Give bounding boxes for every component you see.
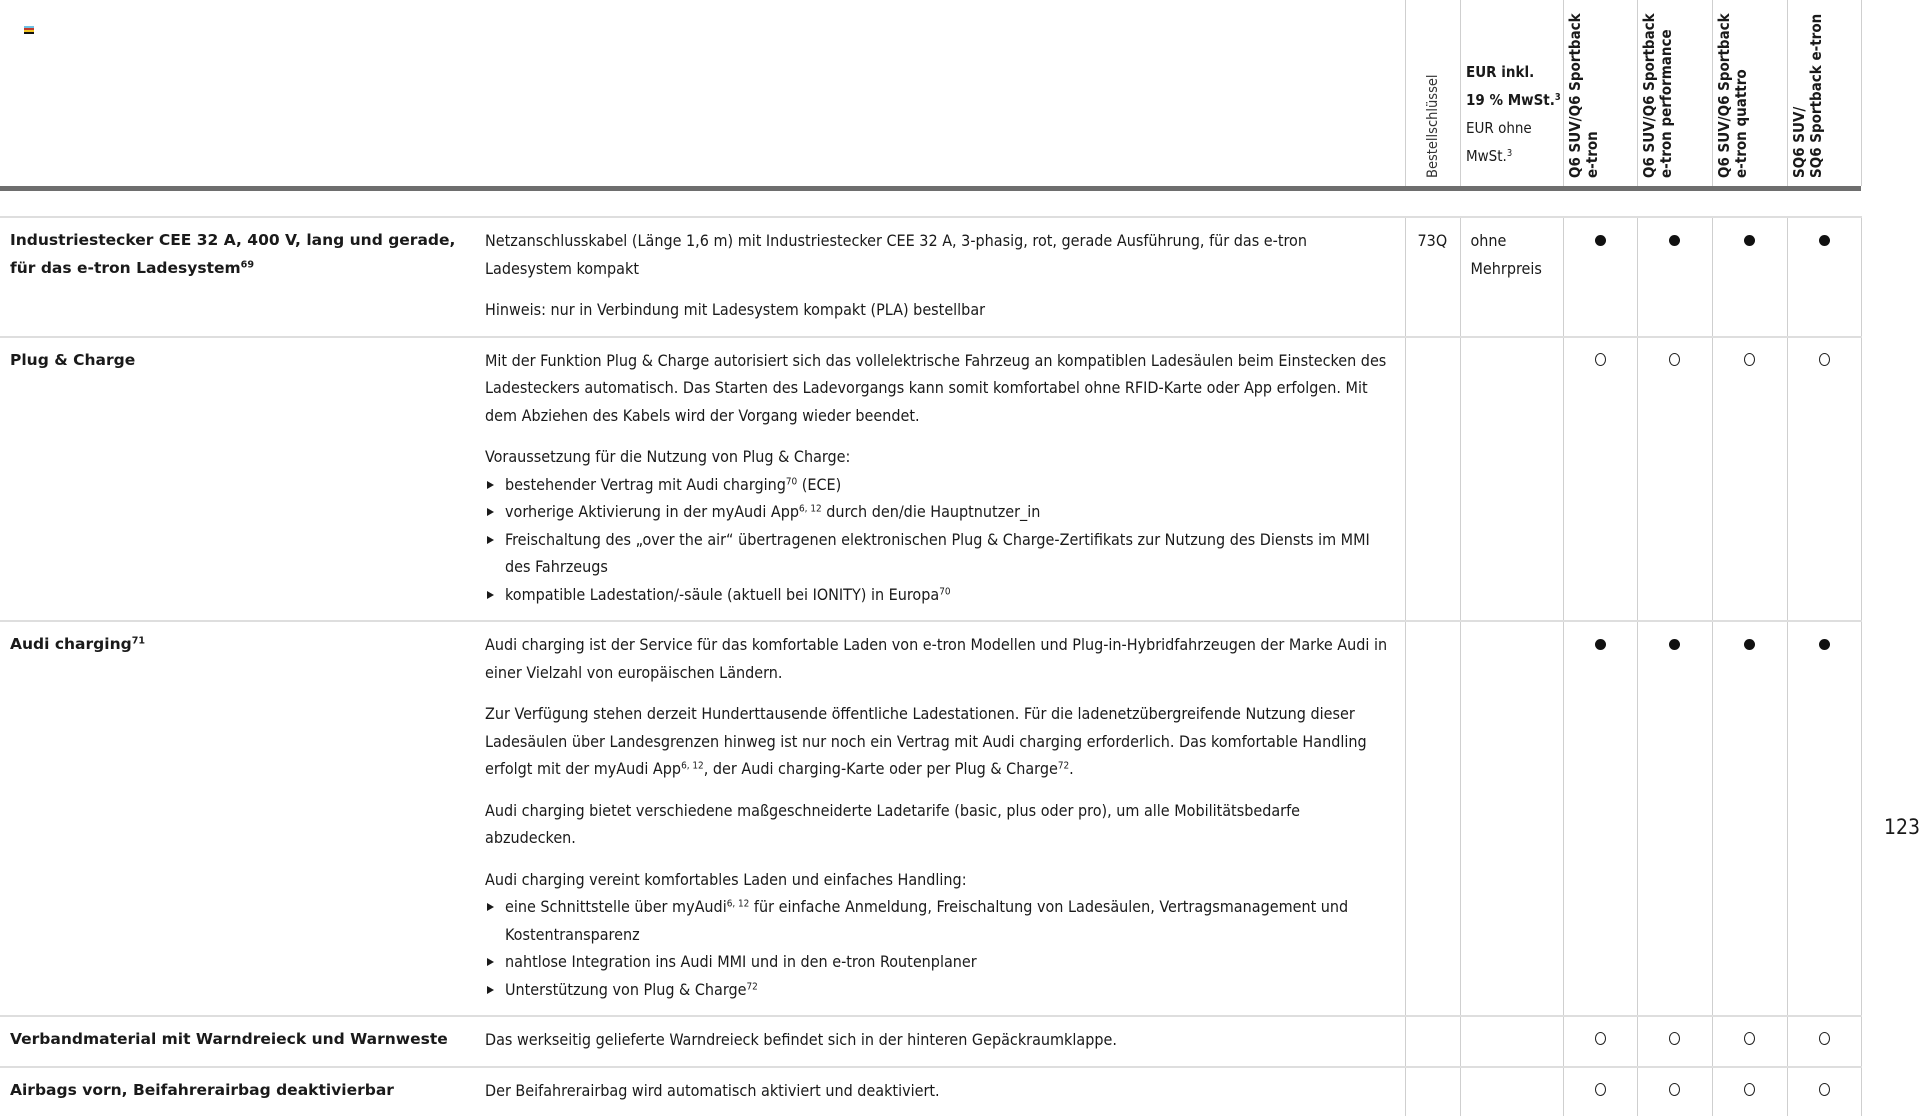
equipment-table [0, 216, 1862, 1116]
table-row [0, 1016, 1861, 1067]
header-divider [0, 186, 1861, 191]
availability-standard [1787, 621, 1861, 1016]
order-code [1405, 337, 1460, 622]
feature-name: Plug & Charge [0, 337, 475, 622]
availability-optional [1637, 337, 1712, 622]
availability-optional [1563, 1067, 1637, 1116]
price [1460, 337, 1563, 622]
price [1460, 1067, 1563, 1116]
table-header [0, 0, 1861, 188]
table-row [0, 217, 1861, 337]
open-circle-icon [1819, 353, 1830, 366]
header-order-key: Bestellschlüssel [1405, 0, 1460, 186]
order-code [1405, 621, 1460, 1016]
open-circle-icon [1669, 353, 1680, 366]
order-code [1405, 1067, 1460, 1116]
availability-optional [1563, 1016, 1637, 1067]
price [1460, 621, 1563, 1016]
feature-description: Netzanschlusskabel (Länge 1,6 m) mit Industriestecker CEE 32 A, 3-phasig, rot, gerade Ausführung, für das e-tron Ladesystem kompakt Hinweis: nur in Verbindung mit Ladesystem kompakt (PLA) bestellbar [475, 217, 1405, 337]
availability-optional [1637, 1016, 1712, 1067]
header-model-1: Q6 SUV/Q6 Sportback e-tron [1563, 0, 1637, 186]
filled-dot-icon [1595, 639, 1606, 650]
availability-standard [1637, 217, 1712, 337]
filled-dot-icon [1744, 235, 1755, 246]
availability-standard [1637, 621, 1712, 1016]
filled-dot-icon [1595, 235, 1606, 246]
availability-optional [1563, 337, 1637, 622]
feature-name: Airbags vorn, Beifahrerairbag deaktivierbar [0, 1067, 475, 1116]
open-circle-icon [1669, 1083, 1680, 1096]
availability-optional [1787, 1067, 1861, 1116]
availability-optional [1637, 1067, 1712, 1116]
header-model-4: SQ6 SUV/ SQ6 Sportback e-tron [1787, 0, 1861, 186]
open-circle-icon [1819, 1032, 1830, 1045]
availability-standard [1563, 217, 1637, 337]
bullet-list: eine Schnittstelle über myAudi$^{6, 12}$ für einfache Anmeldung, Freischaltung von Ladesäulen, Vertragsmanagement und Kostentransparenz nahtlose Integration ins Audi MMI und in den e-tron Routenplaner Unterstützung von Plug & Charge$^{72}$ [485, 893, 1395, 1003]
open-circle-icon [1744, 353, 1755, 366]
open-circle-icon [1595, 353, 1606, 366]
feature-description: Der Beifahrerairbag wird automatisch aktiviert und deaktiviert. [475, 1067, 1405, 1116]
availability-optional [1787, 337, 1861, 622]
order-code [1405, 1016, 1460, 1067]
filled-dot-icon [1819, 235, 1830, 246]
page-number: 123 [1884, 815, 1920, 839]
availability-optional [1787, 1016, 1861, 1067]
order-code: 73Q [1405, 217, 1460, 337]
open-circle-icon [1595, 1032, 1606, 1045]
price [1460, 1016, 1563, 1067]
filled-dot-icon [1669, 639, 1680, 650]
feature-name: Audi charging$^{71}$ [0, 621, 475, 1016]
open-circle-icon [1744, 1083, 1755, 1096]
open-circle-icon [1669, 1032, 1680, 1045]
availability-standard [1563, 621, 1637, 1016]
open-circle-icon [1819, 1083, 1830, 1096]
feature-description: Audi charging ist der Service für das komfortable Laden von e-tron Modellen und Plug-in-Hybridfahrzeugen der Marke Audi in einer Vielzahl von europäischen Ländern. Zur Verfügung stehen derzeit Hunderttausende öffentliche Ladestationen. Für die ladenetzübergreifende Nutzung dieser Ladesäulen über Landesgrenzen hinweg ist nur noch ein Vertrag mit Audi charging erforderlich. Das komfortable Handling erfolgt mit der myAudi App$^{6, 12}$, der Audi charging-Karte oder per Plug & Charge$^{72}$. Audi charging bietet verschiedene maßgeschneiderte Ladetarife (basic, plus oder pro), um alle Mobilitätsbedarfe abzudecken. Audi charging vereint komfortables Laden und einfaches Handling: eine Schnittstelle über myAudi$^{6, 12}$ für einfache Anmeldung, Freischaltung von Ladesäulen, Vertragsmanagement und Kostentransparenz nahtlose Integration ins Audi MMI und in den e-tron Routenplaner Unterstützung von Plug & Charge$^{72}$ [475, 621, 1405, 1016]
header-price: EUR inkl. 19 % MwSt.$^3$ EUR ohne MwSt.$^3$ [1466, 58, 1561, 170]
availability-standard [1787, 217, 1861, 337]
feature-description: Mit der Funktion Plug & Charge autorisiert sich das vollelektrische Fahrzeug an kompatiblen Ladesäulen beim Einstecken des Ladesteckers automatisch. Das Starten des Ladevorgangs kann somit komfortabel ohne RFID-Karte oder App erfolgen. Mit dem Abziehen des Kabels wird der Vorgang wieder beendet. Voraussetzung für die Nutzung von Plug & Charge: bestehender Vertrag mit Audi charging$^{70}$ (ECE) vorherige Aktivierung in der myAudi App$^{6, 12}$ durch den/die Hauptnutzer_in Freischaltung des „over the air“ übertragenen elektronischen Plug & Charge-Zertifikats zur Nutzung des Diensts im MMI des Fahrzeugs kompatible Ladestation/-säule (aktuell bei IONITY) in Europa$^{70}$ [475, 337, 1405, 622]
open-circle-icon [1595, 1083, 1606, 1096]
filled-dot-icon [1744, 639, 1755, 650]
price: ohne Mehrpreis [1460, 217, 1563, 337]
bullet-list: bestehender Vertrag mit Audi charging$^{70}$ (ECE) vorherige Aktivierung in der myAudi App$^{6, 12}$ durch den/die Hauptnutzer_in Freischaltung des „over the air“ übertragenen elektronischen Plug & Charge-Zertifikats zur Nutzung des Diensts im MMI des Fahrzeugs kompatible Ladestation/-säule (aktuell bei IONITY) in Europa$^{70}$ [485, 471, 1395, 609]
table-row [0, 621, 1861, 1016]
table-row [0, 337, 1861, 622]
table-row [0, 1067, 1861, 1116]
availability-standard [1712, 621, 1787, 1016]
feature-description: Das werkseitig gelieferte Warndreieck befindet sich in der hinteren Gepäckraumklappe. [475, 1016, 1405, 1067]
availability-optional [1712, 1067, 1787, 1116]
availability-optional [1712, 337, 1787, 622]
open-circle-icon [1744, 1032, 1755, 1045]
availability-standard [1712, 217, 1787, 337]
header-model-3: Q6 SUV/Q6 Sportback e-tron quattro [1712, 0, 1787, 186]
feature-name: Verbandmaterial mit Warndreieck und Warnweste [0, 1016, 475, 1067]
filled-dot-icon [1819, 639, 1830, 650]
header-model-2: Q6 SUV/Q6 Sportback e-tron performance [1637, 0, 1712, 186]
filled-dot-icon [1669, 235, 1680, 246]
feature-name: Industriestecker CEE 32 A, 400 V, lang und gerade, für das e-tron Ladesystem$^{69}$ [0, 217, 475, 337]
availability-optional [1712, 1016, 1787, 1067]
